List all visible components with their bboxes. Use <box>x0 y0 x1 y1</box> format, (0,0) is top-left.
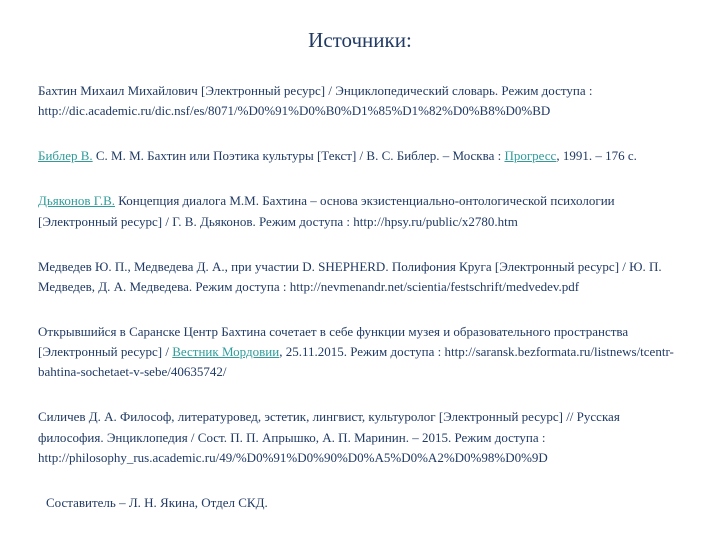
reference-text: Составитель – Л. Н. Якина, Отдел СКД. <box>46 494 268 510</box>
reference-link[interactable]: Вестник Мордовии <box>172 344 280 360</box>
reference-text: Концепция диалога М.М. Бахтина – основа экзистенциально-онтологической психологии [Электронный ресурс] / Г. В. Дьяконов. Режим доступа : http://hpsy.ru/public/x2780.htm <box>38 193 615 229</box>
reference-text: С. М. М. Бахтин или Поэтика культуры [Текст] / В. С. Библер. – Москва : <box>92 148 505 164</box>
reference-text: , 25.11.2015. Режим доступа : http://saransk.bezformata.ru/listnews/tcentr-bahtina-sochetaet-v-sebe/40635742/ <box>38 344 674 380</box>
reference-text: , 1991. – 176 с. <box>556 148 637 164</box>
reference-text: Медведев Ю. П., Медведева Д. А., при участии D. SHEPHERD. Полифония Круга [Электронный ресурс] / Ю. П. Медведев, Д. А. Медведева. Режим доступа : http://nevmenandr.net/scientia/festschrift/medvedev.pdf <box>38 258 662 294</box>
reference-link[interactable]: Дьяконов Г.В. <box>38 193 115 209</box>
page-title: Источники: <box>308 28 412 52</box>
reference-item <box>38 81 682 121</box>
reference-text: Бахтин Михаил Михайлович [Электронный ресурс] / Энциклопедический словарь. Режим доступа : http://dic.academic.ru/dic.nsf/es/8071/%D0%91%D0%B0%D1%85%D1%82%D0%B8%D0%BD <box>38 83 593 119</box>
reference-item <box>38 257 682 297</box>
reference-link[interactable]: Прогресс <box>504 148 557 164</box>
reference-text: Силичев Д. А. Философ, литературовед, эстетик, лингвист, культуролог [Электронный ресурс] // Русская философия. Энциклопедия / Сост. П. П. Апрышко, А. П. Маринин. – 2015. Режим доступа : http://philosophy_rus.academic.ru/49/%D0%91%D0%90%D0%A5%D0%A2%D0%98%D0%9D <box>38 409 620 465</box>
reference-item <box>38 407 682 467</box>
reference-item <box>38 191 682 231</box>
reference-text: Открывшийся в Саранске Центр Бахтина сочетает в себе функции музея и образовательного пространства [Электронный ресурс] / <box>38 323 629 360</box>
reference-item <box>38 146 682 166</box>
reference-item <box>38 322 682 382</box>
references-list <box>38 81 682 513</box>
reference-link[interactable]: Библер В. <box>38 148 93 164</box>
compiler-note <box>38 493 682 513</box>
